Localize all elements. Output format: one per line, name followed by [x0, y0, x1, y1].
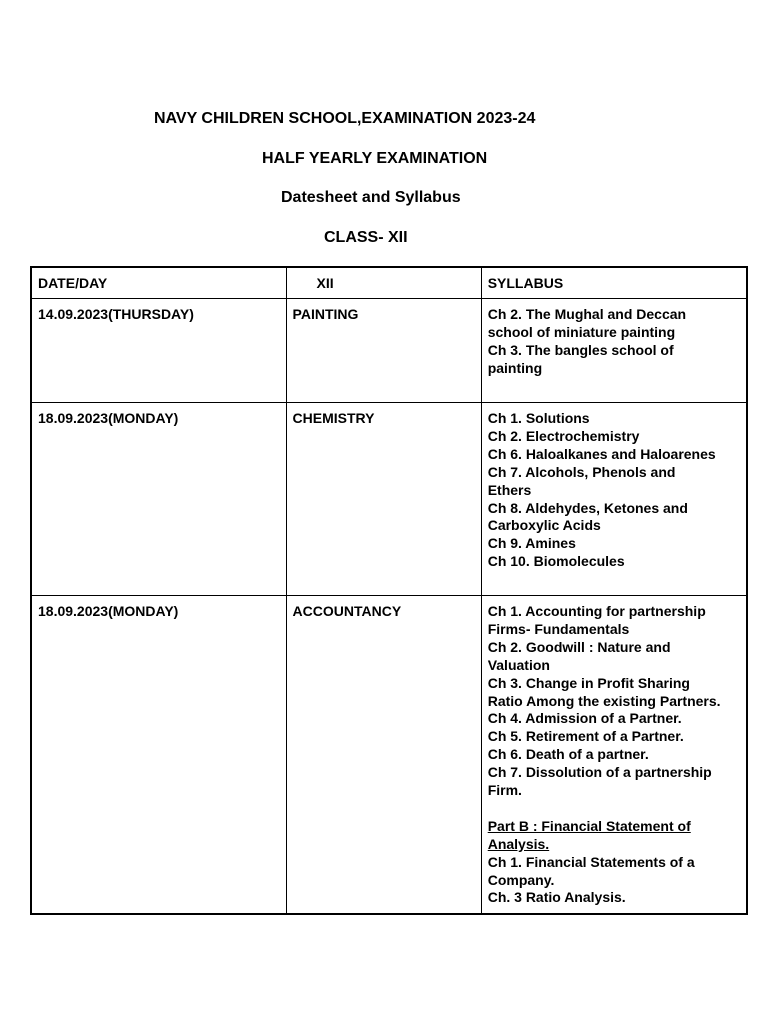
date-cell: 18.09.2023(MONDAY): [31, 403, 286, 596]
syllabus-line: Firms- Fundamentals: [487, 620, 630, 637]
syllabus-line: painting: [487, 359, 543, 376]
subject-cell: CHEMISTRY: [286, 403, 481, 596]
syllabus-line: Valuation: [487, 656, 550, 673]
syllabus-line: Ethers: [487, 481, 532, 498]
exam-name: HALF YEARLY EXAMINATION: [262, 150, 488, 167]
school-exam-title: NAVY CHILDREN SCHOOL,EXAMINATION 2023-24: [154, 110, 536, 127]
datesheet-table: [30, 266, 748, 915]
date-cell: 18.09.2023(MONDAY): [31, 596, 286, 915]
document-title: Datesheet and Syllabus: [281, 189, 461, 206]
syllabus-line: Ch 2. Goodwill : Nature and: [487, 638, 671, 655]
subject-cell: PAINTING: [286, 299, 481, 403]
date-cell: 14.09.2023(THURSDAY): [31, 299, 286, 403]
syllabus-line: Ch 4. Admission of a Partner.: [487, 710, 682, 727]
syllabus-line: Ch 7. Dissolution of a partnership: [487, 764, 712, 781]
syllabus-cell: [481, 299, 747, 403]
column-header-date: DATE/DAY: [31, 267, 286, 299]
syllabus-line: Ch 9. Amines: [487, 535, 576, 552]
syllabus-line: Firm.: [487, 782, 522, 799]
table-row: [31, 403, 747, 596]
syllabus-line: Ch 2. Electrochemistry: [487, 427, 640, 444]
syllabus-line: Ch 6. Death of a partner.: [487, 746, 649, 763]
syllabus-line: Ch 7. Alcohols, Phenols and: [487, 463, 676, 480]
syllabus-cell: [481, 403, 747, 596]
table-row: [31, 299, 747, 403]
column-header-class: XII: [286, 267, 481, 299]
syllabus-line: Company.: [487, 871, 555, 888]
syllabus-line: Ch 10. Biomolecules: [487, 553, 625, 570]
table-row: [31, 596, 747, 915]
part-b-heading: Part B : Financial Statement of: [487, 817, 691, 834]
syllabus-line: Ch 6. Haloalkanes and Haloarenes: [487, 445, 716, 462]
syllabus-line: school of miniature painting: [487, 323, 676, 340]
subject-cell: ACCOUNTANCY: [286, 596, 481, 915]
syllabus-line: Ch 1. Accounting for partnership: [487, 603, 706, 619]
column-header-syllabus: SYLLABUS: [481, 267, 747, 299]
syllabus-line: Ch 5. Retirement of a Partner.: [487, 728, 684, 745]
syllabus-line: Carboxylic Acids: [487, 517, 601, 534]
syllabus-line: Ch 2. The Mughal and Deccan: [487, 306, 687, 322]
syllabus-cell: [481, 596, 747, 915]
syllabus-line: Ch 8. Aldehydes, Ketones and: [487, 499, 688, 516]
syllabus-line: Ratio Among the existing Partners.: [487, 692, 721, 709]
syllabus-line: Ch 1. Financial Statements of a: [487, 853, 695, 870]
spacer: [488, 800, 740, 818]
syllabus-line: Ch 3. Change in Profit Sharing: [487, 674, 690, 691]
class-label: CLASS- XII: [324, 229, 408, 246]
syllabus-line: Ch 1. Solutions: [487, 410, 590, 426]
syllabus-line: Ch 3. The bangles school of: [487, 341, 674, 358]
syllabus-line: Ch. 3 Ratio Analysis.: [487, 889, 626, 906]
part-b-heading: Analysis.: [487, 835, 550, 852]
table-header-row: [31, 267, 747, 299]
